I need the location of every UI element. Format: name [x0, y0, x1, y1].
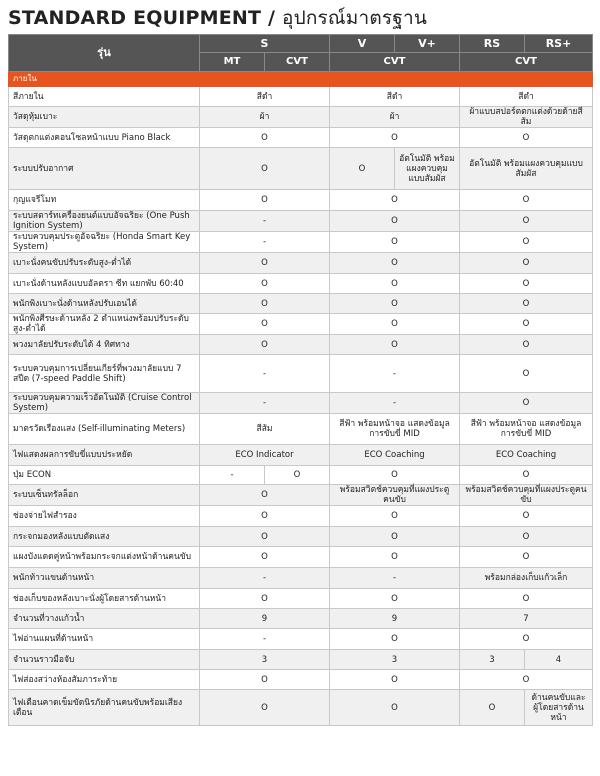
cell-rs: O [460, 527, 593, 547]
cell-v: - [330, 355, 460, 393]
row-label: ปุ่ม ECON [9, 466, 200, 485]
cell-rs: O [460, 670, 593, 690]
row-label: ระบบควบคุมการเปลี่ยนเกียร์ที่พวงมาลัยแบบ 7 สปีด (7-speed Paddle Shift) [9, 355, 200, 393]
table-row [9, 253, 593, 274]
cell-v: O [330, 190, 460, 211]
table-row [9, 466, 593, 485]
cell-v: O [330, 466, 460, 485]
row-label: จำนวนที่วางแก้วน้ำ [9, 609, 200, 629]
cell-rs-plus: ด้านคนขับและ ผู้โดยสารด้านหน้า [525, 690, 593, 726]
cell-v: O [330, 547, 460, 568]
cell-s: O [200, 274, 330, 294]
row-label: ช่องจ่ายไฟสำรอง [9, 506, 200, 527]
cell-rs-plus: 4 [525, 650, 593, 670]
table-row [9, 211, 593, 232]
cell-rs: O [460, 253, 593, 274]
cell-s: O [200, 506, 330, 527]
table-row [9, 393, 593, 414]
cell-s: O [200, 485, 330, 506]
cell-v: สีดำ [330, 87, 460, 107]
table-row [9, 274, 593, 294]
cell-rs: O [460, 589, 593, 609]
table-row [9, 128, 593, 148]
row-label: ไฟส่องสว่างห้องสัมภาระท้าย [9, 670, 200, 690]
trans-v-cvt: CVT [330, 53, 460, 72]
model-s: S [200, 35, 330, 53]
cell-rs: 7 [460, 609, 593, 629]
cell-rs: O [460, 547, 593, 568]
table-row [9, 690, 593, 726]
table-row [9, 527, 593, 547]
page-title [8, 3, 427, 33]
cell-rs: O [460, 466, 593, 485]
cell-v-plus: อัตโนมัติ พร้อมแผงควบคุม แบบสัมผัส [395, 148, 460, 190]
cell-rs: O [460, 314, 593, 335]
table-row [9, 568, 593, 589]
cell-s: - [200, 355, 330, 393]
cell-v: O [330, 589, 460, 609]
model-v: V [330, 35, 395, 53]
cell-s-mt: - [200, 466, 265, 485]
row-label: ช่องเก็บของหลังเบาะนั่งผู้โดยสารด้านหน้า [9, 589, 200, 609]
cell-rs: O [460, 506, 593, 527]
row-label: ไฟเตือนคาดเข็มขัดนิรภัยด้านคนขับพร้อมเสียงเตือน [9, 690, 200, 726]
cell-rs: 3 [460, 650, 525, 670]
cell-v: - [330, 568, 460, 589]
table-row [9, 335, 593, 355]
trans-s-cvt: CVT [265, 53, 330, 72]
title-th: อุปกรณ์มาตรฐาน [281, 7, 428, 29]
cell-s: O [200, 589, 330, 609]
table-row [9, 506, 593, 527]
row-label: ระบบควบคุมประตูอัจฉริยะ (Honda Smart Key System) [9, 232, 200, 253]
cell-s: ECO Indicator [200, 445, 330, 466]
cell-v: O [330, 128, 460, 148]
row-label: เบาะนั่งด้านหลังแบบอัลตรา ซีท แยกพับ 60:40 [9, 274, 200, 294]
cell-rs: O [460, 274, 593, 294]
cell-s: - [200, 232, 330, 253]
cell-rs: ECO Coaching [460, 445, 593, 466]
cell-v: O [330, 335, 460, 355]
table-row [9, 650, 593, 670]
cell-v: O [330, 629, 460, 650]
row-label: พนักท้าวแขนด้านหน้า [9, 568, 200, 589]
row-label: จำนวนราวมือจับ [9, 650, 200, 670]
cell-v: ผ้า [330, 107, 460, 128]
cell-rs: O [460, 294, 593, 314]
cell-rs: พร้อมกล่องเก็บแก้วเล็ก [460, 568, 593, 589]
table-row [9, 107, 593, 128]
row-label: เบาะนั่งคนขับปรับระดับสูง-ต่ำได้ [9, 253, 200, 274]
cell-s: - [200, 629, 330, 650]
cell-rs: สีฟ้า พร้อมหน้าจอ แสดงข้อมูลการขับขี่ MID [460, 414, 593, 445]
row-label: ระบบสตาร์ทเครื่องยนต์แบบอัจฉริยะ (One Push Ignition System) [9, 211, 200, 232]
cell-v: พร้อมสวิตช์ควบคุมที่แผงประตูคนขับ [330, 485, 460, 506]
cell-s: O [200, 527, 330, 547]
cell-s: O [200, 128, 330, 148]
cell-v: O [330, 253, 460, 274]
row-label: ระบบเซ็นทรัลล็อก [9, 485, 200, 506]
table-row [9, 629, 593, 650]
cell-s: ผ้า [200, 107, 330, 128]
row-label: วัสดุตกแต่งคอนโซลหน้าแบบ Piano Black [9, 128, 200, 148]
cell-s: O [200, 190, 330, 211]
cell-v: O [330, 670, 460, 690]
cell-v: O [330, 527, 460, 547]
table-row [9, 232, 593, 253]
cell-rs: O [460, 335, 593, 355]
model-rs: RS [460, 35, 525, 53]
row-label: พวงมาลัยปรับระดับได้ 4 ทิศทาง [9, 335, 200, 355]
cell-v: O [330, 294, 460, 314]
model-rs-plus: RS+ [525, 35, 593, 53]
equipment-table [8, 34, 593, 726]
cell-rs: O [460, 211, 593, 232]
table-row [9, 414, 593, 445]
cell-v: O [330, 211, 460, 232]
cell-v: - [330, 393, 460, 414]
cell-s: สีดำ [200, 87, 330, 107]
cell-rs: O [460, 629, 593, 650]
cell-s: O [200, 314, 330, 335]
row-label: พนักพิงศีรษะด้านหลัง 2 ตำแหน่งพร้อมปรับระดับสูง-ต่ำได้ [9, 314, 200, 335]
row-label: ไฟแสดงผลการขับขี่แบบประหยัด [9, 445, 200, 466]
row-label: สีภายใน [9, 87, 200, 107]
cell-v: O [330, 314, 460, 335]
cell-rs: O [460, 355, 593, 393]
cell-s: - [200, 568, 330, 589]
section-title: ภายใน [9, 72, 593, 87]
cell-v: O [330, 506, 460, 527]
section-row [9, 72, 593, 87]
row-label: พนักพิงเบาะนั่งด้านหลังปรับเอนได้ [9, 294, 200, 314]
cell-s: 3 [200, 650, 330, 670]
cell-s: O [200, 148, 330, 190]
table-row [9, 445, 593, 466]
row-label: ไฟอ่านแผนที่ด้านหน้า [9, 629, 200, 650]
table-row [9, 485, 593, 506]
row-label: กระจกมองหลังแบบตัดแสง [9, 527, 200, 547]
table-row [9, 589, 593, 609]
cell-s: O [200, 690, 330, 726]
cell-s: - [200, 393, 330, 414]
cell-s-cvt: O [265, 466, 330, 485]
trans-rs-cvt: CVT [460, 53, 593, 72]
cell-v: สีฟ้า พร้อมหน้าจอ แสดงข้อมูลการขับขี่ MID [330, 414, 460, 445]
table-row [9, 314, 593, 335]
row-label: ระบบปรับอากาศ [9, 148, 200, 190]
cell-s: O [200, 547, 330, 568]
cell-v: O [330, 148, 395, 190]
cell-rs: พร้อมสวิตช์ควบคุมที่แผงประตูคนขับ [460, 485, 593, 506]
cell-rs: สีดำ [460, 87, 593, 107]
table-row [9, 670, 593, 690]
cell-s: O [200, 670, 330, 690]
trans-s-mt: MT [200, 53, 265, 72]
cell-v: O [330, 232, 460, 253]
table-row [9, 148, 593, 190]
cell-s: 9 [200, 609, 330, 629]
cell-v: O [330, 690, 460, 726]
cell-rs: O [460, 128, 593, 148]
table-row [9, 294, 593, 314]
title-sep: / [261, 7, 282, 29]
cell-s: O [200, 335, 330, 355]
table-row [9, 355, 593, 393]
cell-rs: O [460, 690, 525, 726]
cell-v: 3 [330, 650, 460, 670]
table-row [9, 609, 593, 629]
row-label: วัสดุหุ้มเบาะ [9, 107, 200, 128]
cell-rs: O [460, 232, 593, 253]
table-row [9, 87, 593, 107]
cell-rs: O [460, 393, 593, 414]
table-row [9, 547, 593, 568]
row-label: ระบบควบคุมความเร็วอัตโนมัติ (Cruise Control System) [9, 393, 200, 414]
cell-v: ECO Coaching [330, 445, 460, 466]
cell-v: 9 [330, 609, 460, 629]
title-en: STANDARD EQUIPMENT [8, 7, 262, 29]
cell-rs: อัตโนมัติ พร้อมแผงควบคุมแบบสัมผัส [460, 148, 593, 190]
cell-v: O [330, 274, 460, 294]
model-header-label: รุ่น [9, 35, 200, 72]
cell-s: สีส้ม [200, 414, 330, 445]
cell-s: - [200, 211, 330, 232]
cell-rs: ผ้าแบบสปอร์ตตกแต่งด้วยด้ายสีส้ม [460, 107, 593, 128]
row-label: กุญแจรีโมท [9, 190, 200, 211]
row-label: มาตรวัดเรืองแสง (Self-illuminating Meters) [9, 414, 200, 445]
cell-s: O [200, 294, 330, 314]
cell-s: O [200, 253, 330, 274]
cell-rs: O [460, 190, 593, 211]
table-row [9, 190, 593, 211]
row-label: แผงบังแดดคู่หน้าพร้อมกระจกแต่งหน้าด้านคนขับ [9, 547, 200, 568]
model-v-plus: V+ [395, 35, 460, 53]
